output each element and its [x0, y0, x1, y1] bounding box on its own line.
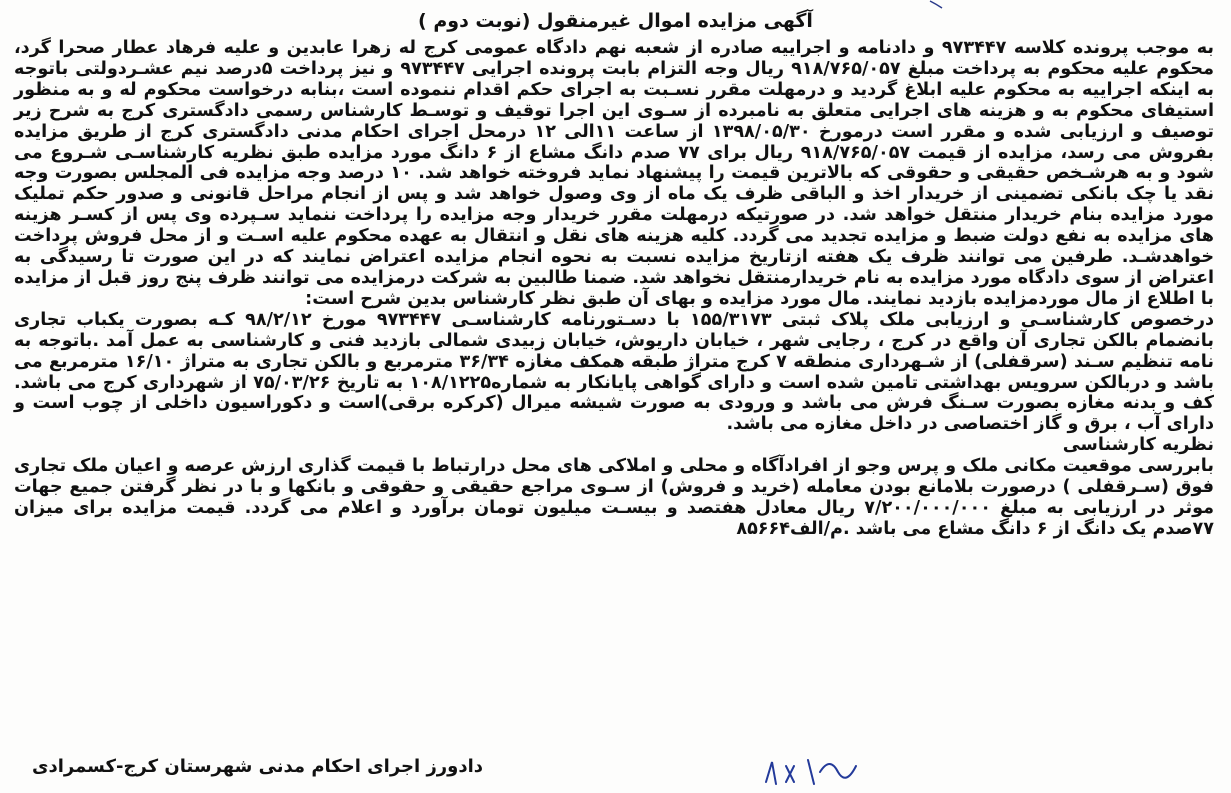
expert-opinion: بابررسی موقعیت مکانی ملک و پرس وجو از افرادآگاه و محلی و املاکی های محل درارتباط با قیمت گذاری ارزش عرصه و اعیان ملک تجاری فوق (سـرقفلی ) درصورت بلامانع بودن معامله (خرید و فروش) از سـوی مراجع حقیقی و حقوقی و بانکها و با در نظر گرفتن جمیع جهات موثر در ارزیابی به مبلغ ۷/۲۰۰/۰۰۰/۰۰۰ ریال معادل هفتصد و بیسـت میلیون تومان برآورد و اعلام می گردد. قیمت مزایده برای میزان ۷۷صدم یک دانگ از ۶ دانگ مشاع می باشد .م/الف۸۵۶۶۴: [14, 456, 1214, 539]
handwritten-mark-icon: [760, 752, 870, 790]
property-description: درخصوص کارشناسـی و ارزیابی ملک پلاک ثبتی ۱۵۵/۳۱۷۳ با دسـتورنامه کارشناسـی ۹۷۳۴۴۷ مورخ ۹۸/۲/۱۲ کـه بصورت یکباب تجاری بانضمام بالکن تجاری آن واقع در کرج ، رجایی شهر ، خیابان داریوش، خیابان زبیدی شمالی بازدید فنی و کارشناسی به عمل آمد .باتوجه به نامه تنظیم سـند (سرقفلی) از شـهرداری منطقه ۷ کرج متراژ طبقه همکف مغازه ۳۶/۳۴ مترمربع و بالکن تجاری به متراژ ۱۶/۱۰ مترمربع می باشد و دربالکن سرویس بهداشتی تامین شده است و دارای گواهی پایانکار به شماره۱۰۸/۱۲۲۵ به تاریخ ۷۵/۰۳/۲۶ از شهرداری کرج می باشد. کف و بدنه مغازه بصورت سـنگ فرش می باشد و ورودی به صورت شیشه میرال (کرکره برقی)است و دکوراسیون داخلی از چوب است و دارای آب ، برق و گاز اختصاصی در داخل مغازه می باشد.: [14, 309, 1214, 435]
expert-opinion-heading: نظریه کارشناسی: [1062, 435, 1214, 456]
signature-line: دادورز اجرای احکام مدنی شهرستان کرج-کسمرادی: [32, 756, 483, 777]
notice-body: [14, 38, 1214, 540]
notice-title: آگهی مزایده اموال غیرمنقول (نوبت دوم ): [418, 10, 813, 32]
notice-intro: به موجب پرونده کلاسه ۹۷۳۴۴۷ و دادنامه و اجراییه صادره از شعبه نهم دادگاه عمومی کرج له زهرا عابدین و علیه فرهاد عطار صحرا گرد، محکوم علیه محکوم به پرداخت مبلغ ۹۱۸/۷۶۵/۰۵۷ ریال وجه التزام بابت پرونده اجرایی ۹۷۳۴۴۷ و نیز پرداخت ۵درصد نیم عشـردولتی باتوجه به اینکه اجراییه به محکوم علیه ابلاغ گردید و درمهلت مقرر نسـبت به اجرای حکم اقدام ننموده است ،بنابه درخواست محکوم له و به منظور استیفای محکوم به و هزینه های اجرایی متعلق به نامبرده از سـوی این اجرا توقیف و توسـط کارشناس رسمی دادگستری کرج به شرح زیر توصیف و ارزیابی شده و مقرر است درمورخ ۱۳۹۸/۰۵/۳۰ از ساعت ۱۱الی ۱۲ درمحل اجرای احکام مدنی دادگستری کرج از طریق مزایده بفروش می رسد، مزایده از قیمت ۹۱۸/۷۶۵/۰۵۷ ریال برای ۷۷ صدم دانگ مشاع از ۶ دانگ مورد مزایده طبق نظریه کارشناسـی شـروع می شود و به هرشـخص حقیقی و حقوقی که بالاترین قیمت را پیشنهاد نماید فروخته خواهد شد. ۱۰ درصد وجه مزایده فی المجلس بصورت وجه نقد یا چک بانکی تضمینی از خریدار اخذ و الباقی ظرف یک ماه از وی وصول خواهد شد و پس از انجام مراحل قانونی و صدور حکم تملیک مورد مزایده بنام خریدار منتقل خواهد شد. در صورتیکه درمهلت مقرر خریدار وجه مزایده را پرداخت ننماید سـپرده وی پس از کسـر هزینه های مزایده به نفع دولت ضبط و مزایده تجدید می گردد. کلیه هزینه های نقل و انتقال به عهده محکوم علیه اسـت و از محل فروش پرداخت خواهدشـد. طرفین می توانند ظرف یک هفته ازتاریخ مزایده نسبت به نحوه انجام مزایده اعتراض نمایند که در این صورت تا رسیدگی به اعتراض از سوی دادگاه مورد مزایده به نام خریدارمنتقل نخواهد شد. ضمنا طالبین به شرکت درمزایده می توانند ظرف پنج روز قبل از مزایده با اطلاع از مال موردمزایده بازدید نمایند. مال مورد مزایده و بهای آن طبق نظر کارشناس بدین شرح است:: [14, 38, 1214, 309]
